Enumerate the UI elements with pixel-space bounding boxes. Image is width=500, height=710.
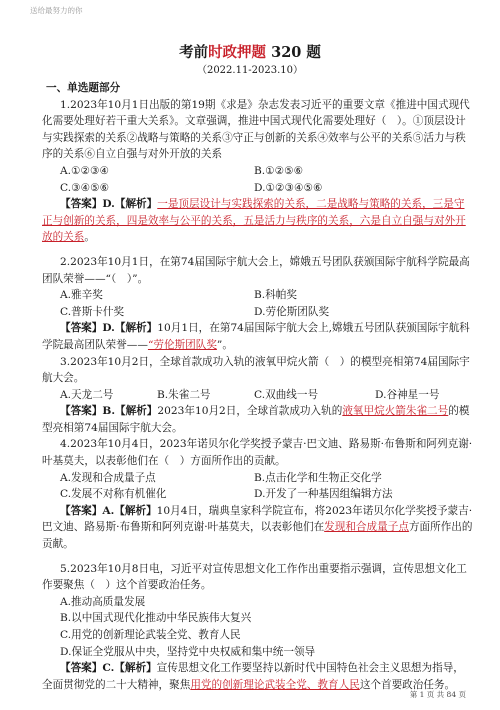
option-c: C.③④⑤⑥ [60, 181, 110, 194]
option-c: C.发展不对称有机催化 [60, 488, 167, 501]
option-b: B.科帕奖 [254, 289, 297, 302]
question-stem: 1.2023年10月1日出版的第19期《求是》杂志发表习近平的重要文章《推进中国式现代化需要处理好若干重大关系》。文章强调，推进中国式现代化需要处理好（ ）。①顶层设计与实践探索的关系②战略与策略的关系③守正与创新的关系④效率与公平的关系⑤活力与秩序的关系⑥自立自强与对外开放的关系 [42, 98, 470, 161]
option-b: B.朱雀二号 [157, 388, 211, 401]
option-c: C.用党的创新理论武装全党、教育人民 [60, 629, 241, 641]
answer-highlight: 发现和合成量子点 [324, 521, 409, 534]
answer [42, 503, 474, 553]
answer-end: 的模型亮相第74届国际宇航大会。 [42, 405, 470, 434]
question-1 [42, 97, 474, 246]
title-tail: 320 题 [266, 44, 321, 61]
answer-end: 方面所作出的贡献。 [42, 521, 473, 551]
option-b: B.①②⑤⑥ [254, 164, 304, 177]
section-heading: 一、单选题部分 [46, 82, 121, 94]
option-b: B.以中国式现代化推动中华民族伟大复兴 [60, 612, 252, 625]
option-d: D.谷神星一号 [375, 388, 440, 401]
question-stem: 5.2023年10月8日电，习近平对宣传思想文化工作作出重要指示强调，宣传思想文化工作要聚焦（ ）这个首要政治任务。 [42, 562, 467, 592]
question-2 [42, 254, 474, 354]
question-3 [42, 354, 474, 437]
answer-highlight: 一是顶层设计与实践探索的关系，二是战略与策略的关系，三是守正与创新的关系，四是效率与公平的关系，五是活力与秩序的关系，六是自立自强与对外开放的关系 [42, 198, 466, 244]
option-a: A.推动高质量发展 [60, 595, 146, 608]
answer-label: 【答案】A.【解析】 [60, 504, 157, 517]
option-b: B.点击化学和生物正交化学 [254, 471, 382, 484]
option-c: C.双曲线一号 [254, 388, 319, 401]
option-a: A.①②③④ [60, 164, 110, 177]
option-a: A.发现和合成量子点 [60, 471, 156, 484]
question-5 [42, 561, 474, 694]
option-a: A.天龙二号 [60, 388, 114, 401]
option-c: C.普斯卡什奖 [60, 305, 125, 318]
answer [42, 660, 474, 693]
option-d: D.①②③④⑤⑥ [254, 181, 323, 194]
answer-label: 【答案】C.【解析】 [60, 662, 157, 675]
answer-highlight: 液氧甲烷火箭朱雀二号 [342, 405, 449, 418]
answer-label: 【答案】B.【解析】 [60, 405, 158, 418]
answer [42, 320, 474, 353]
page-number: 第 1 页 共 84 页 [409, 690, 466, 699]
title-highlight: 时政押题 [208, 44, 267, 61]
options [42, 470, 474, 503]
answer-label: 【答案】D.【解析】 [60, 198, 158, 211]
question-stem: 4.2023年10月4日，2023年诺贝尔化学奖授予蒙吉·巴文迪、路易斯·布鲁斯和阿列克谢·叶基莫夫，以表彰他们在（ ）方面所作出的贡献。 [42, 438, 473, 468]
question-stem: 3.2023年10月2日，全球首款成功入轨的液氧甲烷火箭（ ）的模型亮相第74届国际宇航大会。 [42, 355, 470, 385]
answer-text: 宣传思想文化工作要坚持以新时代中国特色社会主义思想为指导，全面贯彻党的二十大精神，聚焦 [42, 662, 464, 691]
options [42, 287, 474, 320]
title-black: 考前 [179, 44, 209, 61]
answer-label: 【答案】D.【解析】 [60, 322, 158, 335]
answer [42, 403, 474, 436]
question-4 [42, 436, 474, 552]
answer-highlight: 用党的创新理论武装全党、教育人民 [190, 678, 360, 691]
option-a: A.雅辛奖 [60, 289, 103, 302]
answer-end: 。 [84, 231, 95, 244]
watermark: 送给最努力的你 [30, 6, 83, 15]
answer [42, 196, 474, 246]
question-stem: 2.2023年10月1日，在第74届国际宇航大会上，嫦娥五号团队获颁国际宇航科学院最高团队荣誉——“（ ）”。 [42, 255, 470, 285]
answer-text: 10月1日，在第74届国际宇航大会上,嫦娥五号团队获颁国际宇航科学院最高团队荣誉—— [42, 322, 470, 351]
answer-end: 这个首要政治任务。 [359, 678, 456, 691]
options [42, 387, 474, 404]
question-list [42, 80, 474, 693]
option-d: D.开发了一种基因组编辑方法 [254, 488, 393, 501]
answer-end: ”。 [216, 338, 233, 351]
answer-highlight: “劳伦斯团队奖 [147, 338, 217, 351]
answer-text: 2023年10月2日，全球首款成功入轨的 [157, 405, 343, 418]
answer-text: 10月4日，瑞典皇家科学院宣布，将2023年诺贝尔化学奖授予蒙吉·巴文迪、路易斯·布鲁斯和阿列克谢·叶基莫夫，以表彰他们在 [42, 504, 473, 534]
option-d: D.劳伦斯团队奖 [254, 305, 330, 318]
option-d: D.保证全党服从中央，坚持党中央权威和集中统一领导 [60, 645, 316, 658]
page-title [0, 44, 500, 62]
page-subtitle: （2022.11-2023.10） [196, 65, 304, 76]
options [42, 163, 474, 196]
